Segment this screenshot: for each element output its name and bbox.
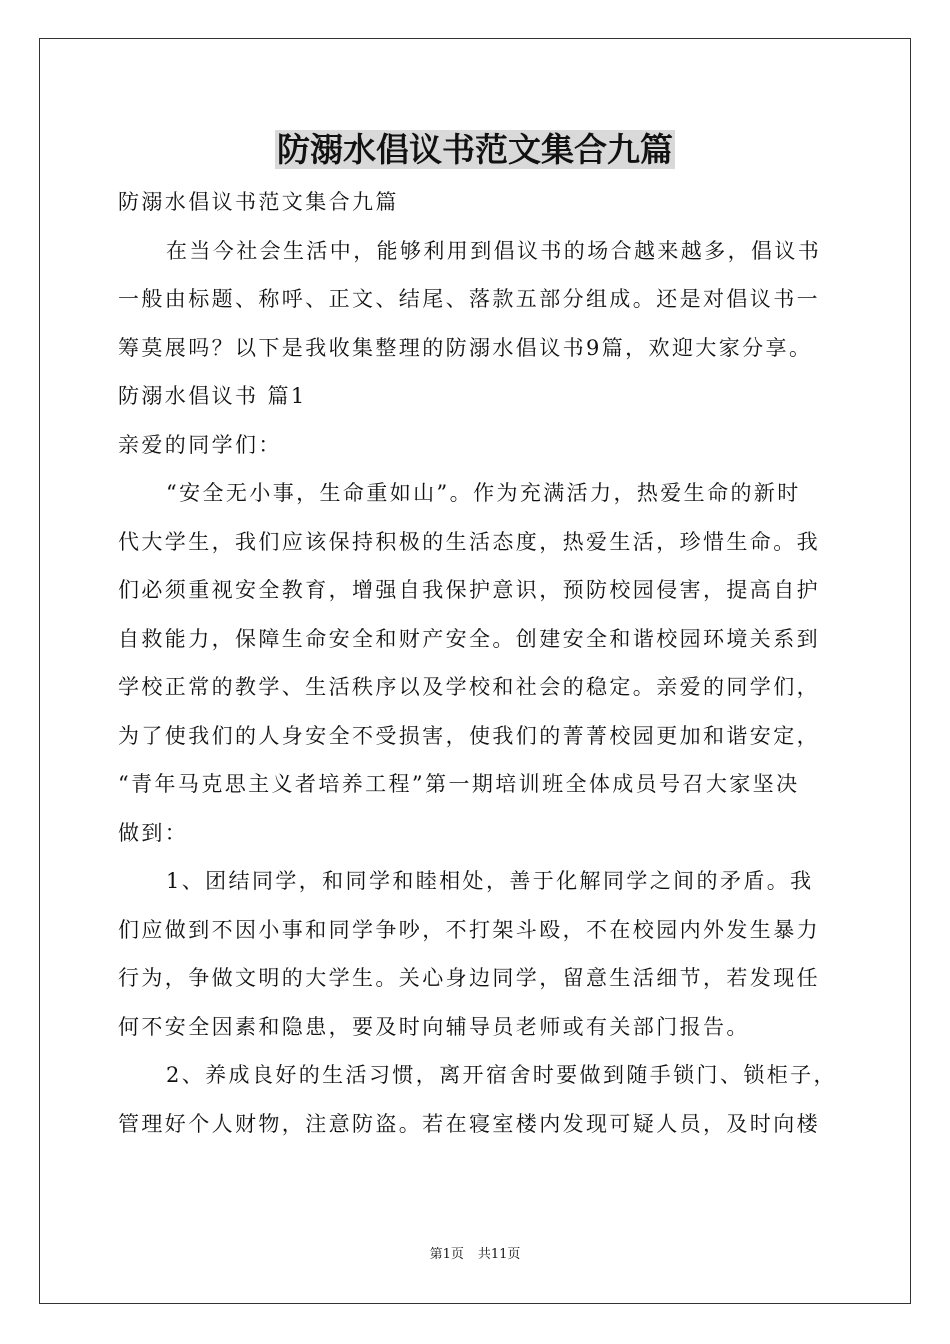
- list-item-line: 1、团结同学，和同学和睦相处，善于化解同学之间的矛盾。我: [166, 869, 814, 893]
- paragraph-line: 筹莫展吗？以下是我收集整理的防溺水倡议书9篇，欢迎大家分享。: [118, 335, 813, 360]
- paragraph-line: “安全无小事，生命重如山”。作为充满活力，热爱生命的新时: [166, 481, 801, 505]
- list-item-line: 管理好个人财物，注意防盗。若在寝室楼内发现可疑人员，及时向楼: [118, 1111, 820, 1136]
- paragraph-line: 代大学生，我们应该保持积极的生活态度，热爱生活，珍惜生命。我: [118, 529, 820, 554]
- salutation: 亲爱的同学们：: [118, 432, 282, 457]
- paragraph-line: 们必须重视安全教育，增强自我保护意识，预防校园侵害，提高自护: [118, 578, 820, 602]
- list-item-line: 行为，争做文明的大学生。关心身边同学，留意生活细节，若发现任: [118, 966, 820, 990]
- document-title: [0, 124, 950, 176]
- paragraph-line: 自救能力，保障生命安全和财产安全。创建安全和谐校园环境关系到: [118, 626, 820, 651]
- list-item-line: 何不安全因素和隐患，要及时向辅导员老师或有关部门报告。: [118, 1014, 750, 1039]
- paragraph-line: 做到：: [118, 820, 189, 845]
- document-title-text: 防溺水倡议书范文集合九篇: [277, 130, 673, 169]
- subtitle-line: 防溺水倡议书范文集合九篇: [118, 190, 399, 214]
- page-number: 第1页: [429, 1247, 464, 1262]
- paragraph-line: 一般由标题、称呼、正文、结尾、落款五部分组成。还是对倡议书一: [118, 287, 820, 311]
- paragraph-line: 为了使我们的人身安全不受损害，使我们的菁菁校园更加和谐安定，: [118, 723, 820, 748]
- paragraph-line: 学校正常的教学、生活秩序以及学校和社会的稳定。亲爱的同学们，: [118, 675, 820, 699]
- list-item-line: 们应做到不因小事和同学争吵，不打架斗殴，不在校园内外发生暴力: [118, 917, 820, 942]
- section-heading: 防溺水倡议书 篇1: [118, 384, 307, 408]
- document-body: [118, 178, 836, 1148]
- page-footer: [0, 1245, 950, 1265]
- page-total: 共11页: [477, 1247, 521, 1262]
- paragraph-line: 在当今社会生活中，能够利用到倡议书的场合越来越多，倡议书: [166, 238, 822, 263]
- paragraph-line: “青年马克思主义者培养工程”第一期培训班全体成员号召大家坚决: [118, 772, 800, 796]
- list-item-line: 2、养成良好的生活习惯，离开宿舍时要做到随手锁门、锁柜子，: [166, 1063, 837, 1087]
